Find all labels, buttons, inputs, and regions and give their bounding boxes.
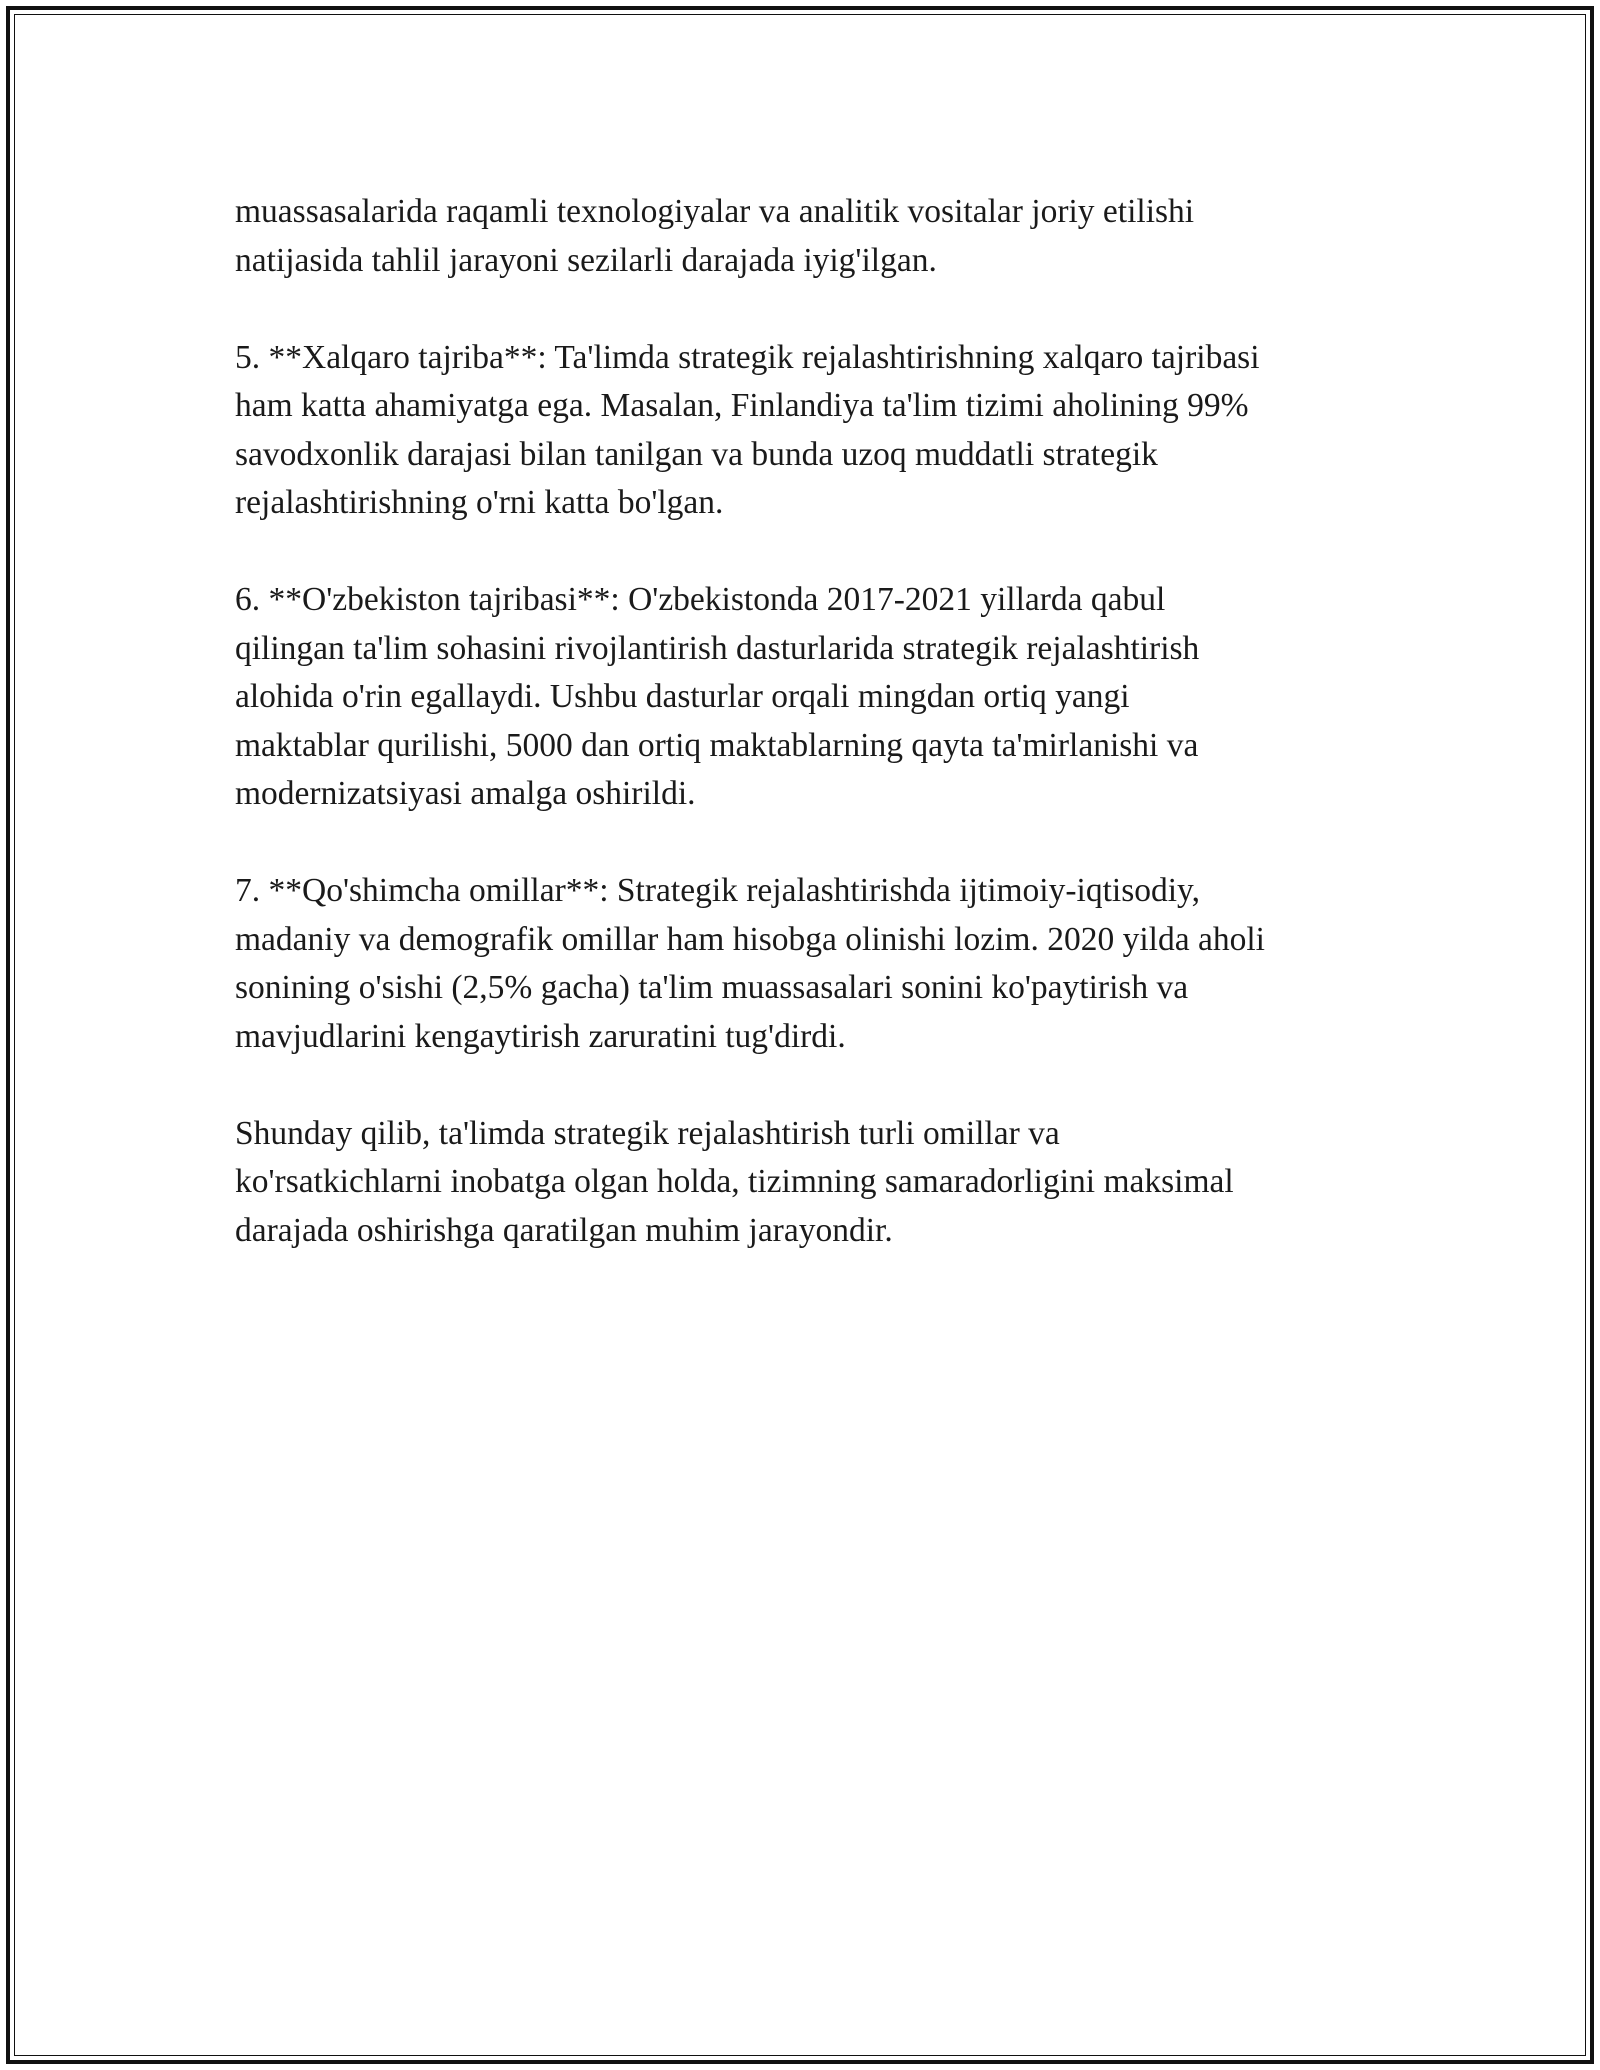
document-body xyxy=(235,188,1415,1304)
paragraph-additional-factors: 7. **Qo'shimcha omillar**: Strategik rejalashtirishda ijtimoiy-iqtisodiy, madaniy va demografik omillar ham hisobga olinishi lozim. 2020 yilda aholi sonining o'sishi (2,5% gacha) ta'lim muassasalari sonini ko'paytirish va mavjudlarini kengaytirish zaruratini tug'dirdi. xyxy=(235,872,1265,1055)
paragraph-uzbekistan-experience: 6. **O'zbekiston tajribasi**: O'zbekistonda 2017-2021 yillarda qabul qilingan ta'lim sohasini rivojlantirish dasturlarida strategik rejalashtirish alohida o'rin egallaydi. Ushbu dasturlar orqali mingdan ortiq yangi maktablar qurilishi, 5000 dan ortiq maktablarning qayta ta'mirlanishi va modernizatsiyasi amalga oshirildi. xyxy=(235,581,1200,812)
paragraph-international-experience: 5. **Xalqaro tajriba**: Ta'limda strategik rejalashtirishning xalqaro tajribasi ham katta ahamiyatga ega. Masalan, Finlandiya ta'lim tizimi aholining 99% savodxonlik darajasi bilan tanilgan va bunda uzoq muddatli strategik rejalashtirishning o'rni katta bo'lgan. xyxy=(235,338,1260,521)
paragraph-conclusion: Shunday qilib, ta'limda strategik rejalashtirish turli omillar va ko'rsatkichlarni inobatga olgan holda, tizimning samaradorligini maksimal darajada oshirishga qaratilgan muhim jarayondir. xyxy=(235,1114,1234,1249)
paragraph-continuation: muassasalarida raqamli texnologiyalar va analitik vositalar joriy etilishi natijasida tahlil jarayoni sezilarli darajada iyig'ilgan. xyxy=(235,193,1195,279)
